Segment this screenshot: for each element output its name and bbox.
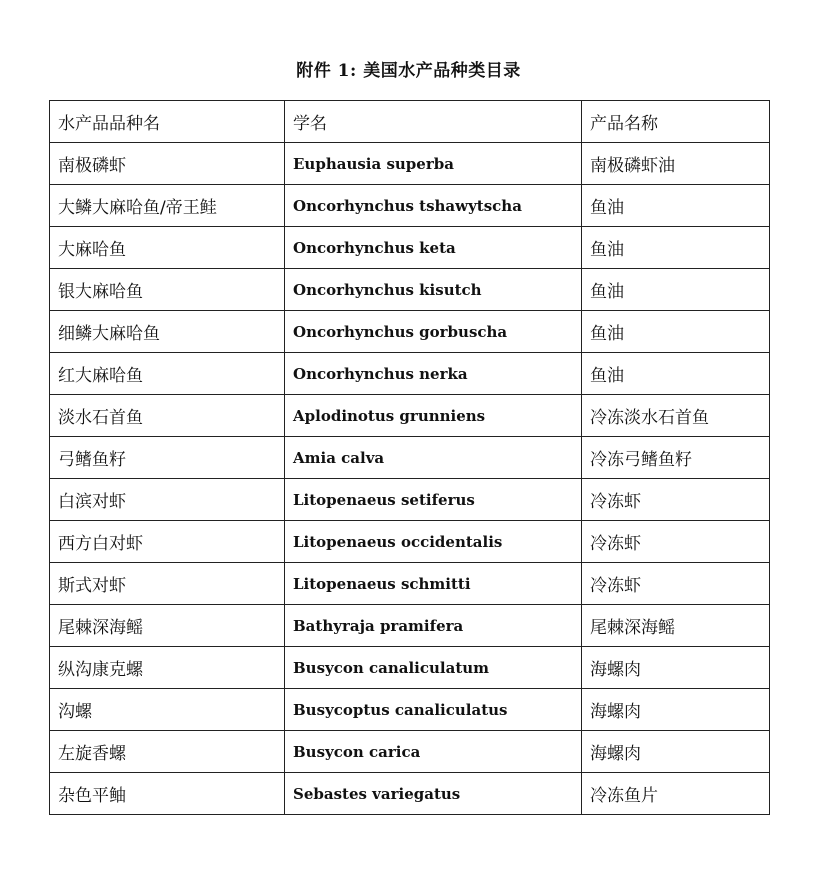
scientific-name-cell: Litopenaeus occidentalis — [285, 521, 582, 563]
common-name-cell: 大麻哈鱼 — [50, 227, 285, 269]
common-name-cell: 红大麻哈鱼 — [50, 353, 285, 395]
common-name-cell: 白滨对虾 — [50, 479, 285, 521]
product-name-cell: 鱼油 — [582, 311, 770, 353]
common-name-cell: 纵沟康克螺 — [50, 647, 285, 689]
table-row — [50, 563, 770, 605]
common-name-cell: 细鳞大麻哈鱼 — [50, 311, 285, 353]
scientific-name-cell: Busycoptus canaliculatus — [285, 689, 582, 731]
common-name-cell: 斯式对虾 — [50, 563, 285, 605]
product-name-cell: 鱼油 — [582, 227, 770, 269]
product-name-cell: 冷冻虾 — [582, 563, 770, 605]
scientific-name-cell: Sebastes variegatus — [285, 773, 582, 815]
table-row — [50, 353, 770, 395]
species-table — [49, 100, 770, 815]
header-scientific-name: 学名 — [285, 101, 582, 143]
scientific-name-cell: Oncorhynchus gorbuscha — [285, 311, 582, 353]
scientific-name-cell: Aplodinotus grunniens — [285, 395, 582, 437]
scientific-name-cell: Litopenaeus setiferus — [285, 479, 582, 521]
common-name-cell: 银大麻哈鱼 — [50, 269, 285, 311]
common-name-cell: 弓鳍鱼籽 — [50, 437, 285, 479]
table-row — [50, 731, 770, 773]
common-name-cell: 尾棘深海鳐 — [50, 605, 285, 647]
product-name-cell: 南极磷虾油 — [582, 143, 770, 185]
product-name-cell: 尾棘深海鳐 — [582, 605, 770, 647]
common-name-cell: 大鳞大麻哈鱼/帝王鲑 — [50, 185, 285, 227]
product-name-cell: 冷冻淡水石首鱼 — [582, 395, 770, 437]
common-name-cell: 西方白对虾 — [50, 521, 285, 563]
table-header-row — [50, 101, 770, 143]
product-name-cell: 鱼油 — [582, 185, 770, 227]
scientific-name-cell: Amia calva — [285, 437, 582, 479]
table-row — [50, 395, 770, 437]
table-row — [50, 311, 770, 353]
scientific-name-cell: Oncorhynchus kisutch — [285, 269, 582, 311]
header-product-name: 产品名称 — [582, 101, 770, 143]
table-row — [50, 605, 770, 647]
product-name-cell: 冷冻鱼片 — [582, 773, 770, 815]
product-name-cell: 冷冻虾 — [582, 479, 770, 521]
table-row — [50, 437, 770, 479]
common-name-cell: 沟螺 — [50, 689, 285, 731]
scientific-name-cell: Oncorhynchus nerka — [285, 353, 582, 395]
product-name-cell: 冷冻虾 — [582, 521, 770, 563]
table-row — [50, 143, 770, 185]
scientific-name-cell: Busycon carica — [285, 731, 582, 773]
scientific-name-cell: Euphausia superba — [285, 143, 582, 185]
table-row — [50, 689, 770, 731]
scientific-name-cell: Busycon canaliculatum — [285, 647, 582, 689]
table-row — [50, 269, 770, 311]
product-name-cell: 海螺肉 — [582, 647, 770, 689]
product-name-cell: 鱼油 — [582, 269, 770, 311]
table-row — [50, 227, 770, 269]
scientific-name-cell: Bathyraja pramifera — [285, 605, 582, 647]
common-name-cell: 左旋香螺 — [50, 731, 285, 773]
product-name-cell: 鱼油 — [582, 353, 770, 395]
table-row — [50, 521, 770, 563]
table-row — [50, 185, 770, 227]
common-name-cell: 杂色平鲉 — [50, 773, 285, 815]
product-name-cell: 冷冻弓鳍鱼籽 — [582, 437, 770, 479]
product-name-cell: 海螺肉 — [582, 689, 770, 731]
header-common-name: 水产品品种名 — [50, 101, 285, 143]
scientific-name-cell: Oncorhynchus keta — [285, 227, 582, 269]
table-row — [50, 773, 770, 815]
common-name-cell: 淡水石首鱼 — [50, 395, 285, 437]
table-row — [50, 479, 770, 521]
common-name-cell: 南极磷虾 — [50, 143, 285, 185]
table-row — [50, 647, 770, 689]
scientific-name-cell: Oncorhynchus tshawytscha — [285, 185, 582, 227]
scientific-name-cell: Litopenaeus schmitti — [285, 563, 582, 605]
product-name-cell: 海螺肉 — [582, 731, 770, 773]
document-title: 附件 1: 美国水产品种类目录 — [296, 61, 521, 81]
